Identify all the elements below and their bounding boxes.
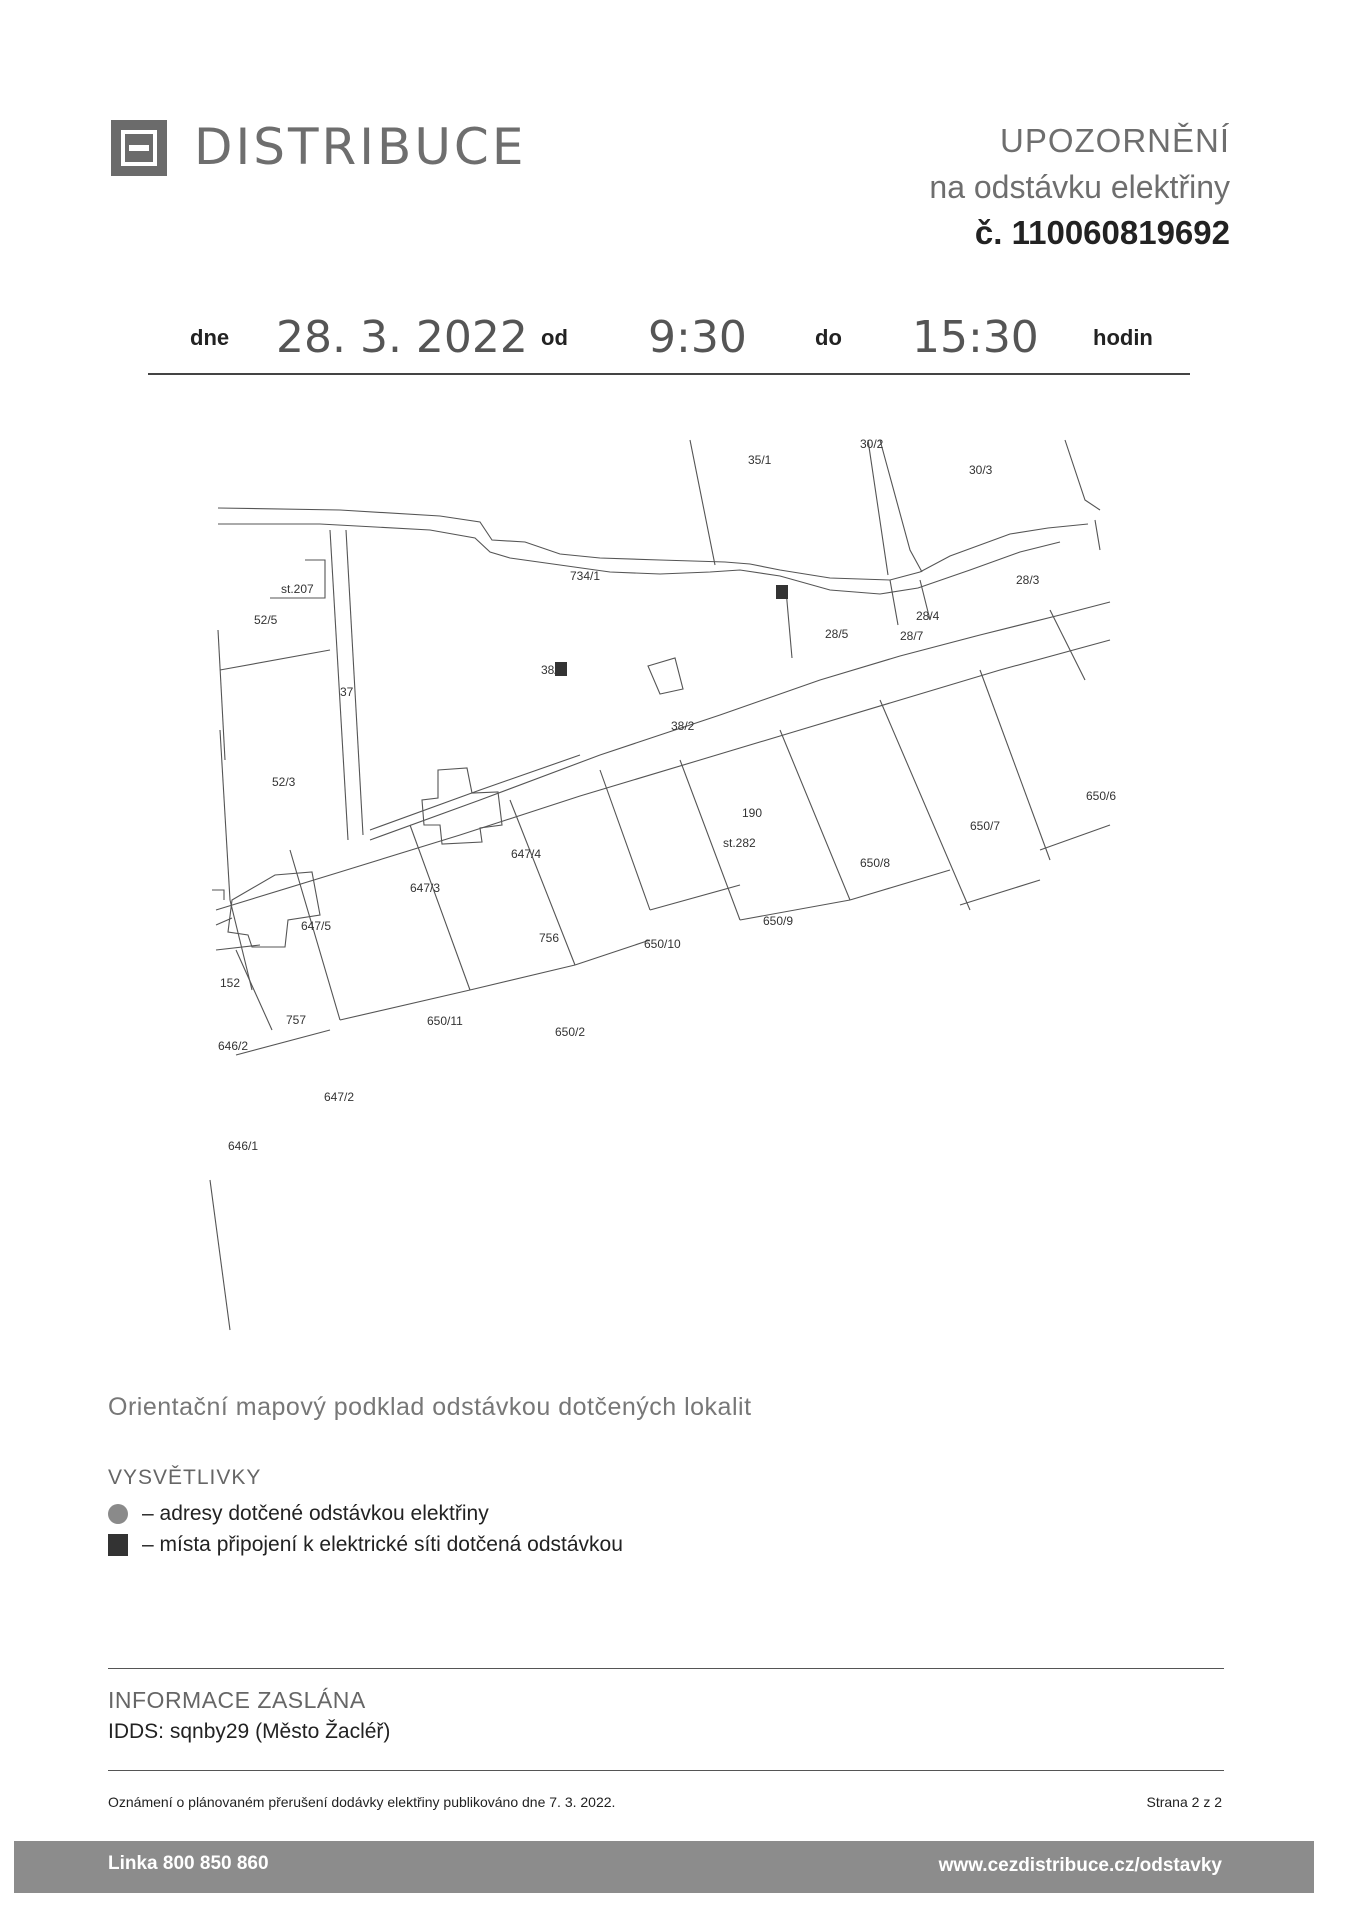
parcel-label: 52/5 bbox=[254, 613, 278, 627]
parcel-label: st.282 bbox=[723, 836, 756, 850]
legend-title: VYSVĚTLIVKY bbox=[108, 1466, 262, 1489]
hotline: Linka 800 850 860 bbox=[108, 1853, 269, 1874]
parcel-label: 30/2 bbox=[860, 437, 884, 451]
notice-number: č. 110060819692 bbox=[974, 214, 1230, 251]
to-value: 15:30 bbox=[912, 312, 1039, 363]
parcel-label: 38/2 bbox=[671, 719, 695, 733]
info-recipient: IDDS: sqnby29 (Město Žacléř) bbox=[108, 1720, 391, 1743]
gray-circle-icon bbox=[108, 1504, 128, 1524]
parcel-label: 650/2 bbox=[555, 1025, 586, 1039]
website-link[interactable]: www.cezdistribuce.cz/odstavky bbox=[938, 1855, 1222, 1876]
date-label: dne bbox=[190, 325, 230, 350]
parcel-label: 152 bbox=[220, 976, 241, 990]
parcel-label: 646/1 bbox=[228, 1139, 259, 1153]
parcel-label: 650/7 bbox=[970, 819, 1001, 833]
cadastral-map-drawing bbox=[180, 430, 1120, 1340]
parcel-label: 734/1 bbox=[570, 569, 601, 583]
parcel-label: 28/4 bbox=[916, 609, 940, 623]
from-value: 9:30 bbox=[648, 312, 747, 363]
page-number: Strana 2 z 2 bbox=[1146, 1794, 1222, 1810]
divider bbox=[108, 1770, 1224, 1771]
parcel-label: 52/3 bbox=[272, 775, 296, 789]
parcel-label: 190 bbox=[742, 806, 763, 820]
parcel-label: 37 bbox=[340, 685, 354, 699]
cez-logo-icon bbox=[111, 120, 167, 176]
divider bbox=[108, 1668, 1224, 1669]
legend-item-label: – místa připojení k elektrické síti dotčená odstávkou bbox=[142, 1533, 623, 1556]
map-caption: Orientační mapový podklad odstávkou dotčených lokalit bbox=[108, 1393, 752, 1421]
date-underline bbox=[148, 373, 1190, 375]
parcel-label: 757 bbox=[286, 1013, 307, 1027]
black-square-icon bbox=[108, 1534, 128, 1556]
date-value: 28. 3. 2022 bbox=[276, 312, 528, 363]
parcel-label: 647/3 bbox=[410, 881, 441, 895]
parcel-label: 28/5 bbox=[825, 627, 849, 641]
to-label: do bbox=[815, 325, 842, 350]
notice-heading bbox=[929, 118, 1230, 256]
parcel-label: 647/5 bbox=[301, 919, 332, 933]
legend-item-connections bbox=[108, 1533, 623, 1557]
parcel-label: 647/4 bbox=[511, 847, 542, 861]
parcel-label: 647/2 bbox=[324, 1090, 355, 1104]
parcel-label: 650/9 bbox=[763, 914, 794, 928]
parcel-label: 650/8 bbox=[860, 856, 891, 870]
cadastral-map bbox=[180, 430, 1120, 1340]
parcel-label: 28/3 bbox=[1016, 573, 1040, 587]
unit-label: hodin bbox=[1093, 325, 1153, 350]
info-title: INFORMACE ZASLÁNA bbox=[108, 1687, 366, 1713]
parcel-label: 646/2 bbox=[218, 1039, 249, 1053]
connection-marker bbox=[776, 585, 788, 599]
legend-item-label: – adresy dotčené odstávkou elektřiny bbox=[142, 1502, 489, 1525]
parcel-label: 650/10 bbox=[644, 937, 681, 951]
logo-text: DISTRIBUCE bbox=[194, 118, 527, 176]
parcel-label: 28/7 bbox=[900, 629, 924, 643]
notice-title: UPOZORNĚNÍ bbox=[999, 122, 1230, 159]
parcel-label: st.207 bbox=[281, 582, 314, 596]
parcel-label: 650/6 bbox=[1086, 789, 1117, 803]
from-label: od bbox=[541, 325, 568, 350]
parcel-label: 650/11 bbox=[427, 1014, 463, 1028]
publication-note: Oznámení o plánovaném přerušení dodávky elektřiny publikováno dne 7. 3. 2022. bbox=[108, 1794, 616, 1810]
legend-item-addresses bbox=[108, 1502, 489, 1526]
parcel-label: 756 bbox=[539, 931, 560, 945]
parcel-label: 30/3 bbox=[969, 463, 993, 477]
parcel-label: 38/1 bbox=[541, 663, 565, 677]
notice-subtitle: na odstávku elektřiny bbox=[929, 169, 1230, 205]
parcel-label: 35/1 bbox=[748, 453, 772, 467]
